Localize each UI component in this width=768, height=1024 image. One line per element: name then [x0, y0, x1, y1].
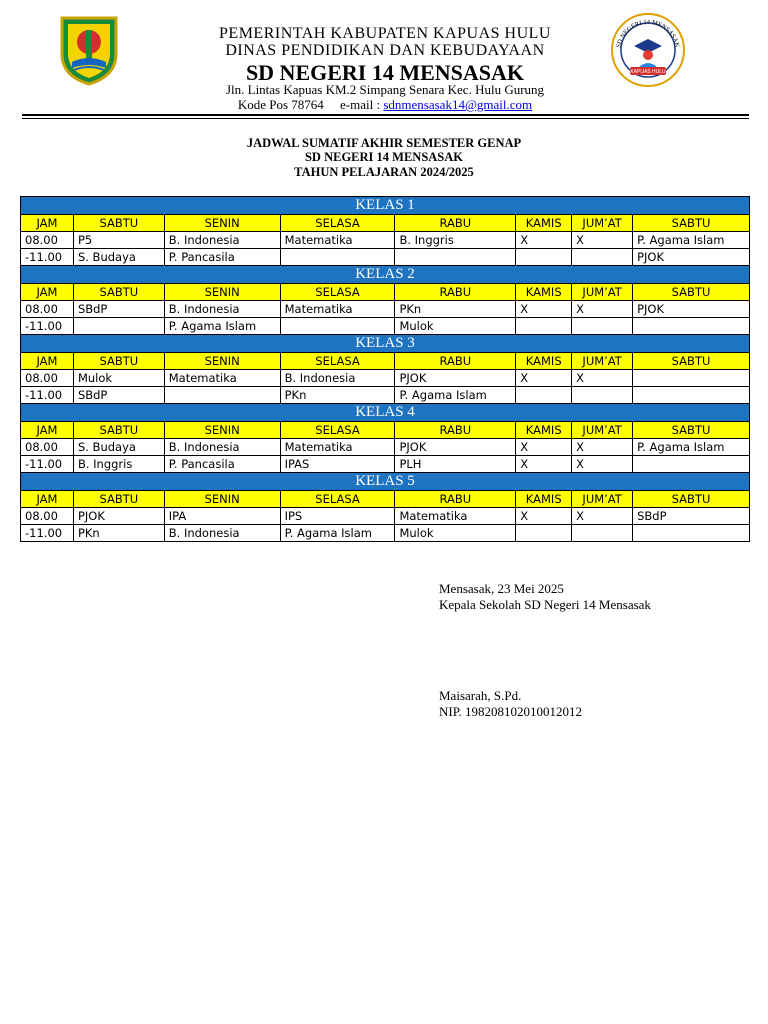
table-cell: B. Indonesia: [280, 370, 395, 387]
table-cell: B. Indonesia: [164, 301, 280, 318]
table-cell: X: [572, 439, 633, 456]
table-cell: P. Pancasila: [164, 456, 280, 473]
table-row: [21, 508, 750, 525]
table-cell: SBdP: [633, 508, 750, 525]
class-name: KELAS 5: [21, 473, 750, 491]
column-header: RABU: [395, 491, 516, 508]
table-cell: PJOK: [395, 439, 516, 456]
table-cell: P. Agama Islam: [164, 318, 280, 335]
table-cell: X: [572, 301, 633, 318]
day-header-row: [21, 353, 750, 370]
table-cell: Matematika: [395, 508, 516, 525]
table-cell: P. Agama Islam: [280, 525, 395, 542]
day-header-row: [21, 284, 750, 301]
table-cell: Matematika: [280, 439, 395, 456]
day-header-row: [21, 491, 750, 508]
column-header: SABTU: [633, 353, 750, 370]
place-date: Mensasak, 23 Mei 2025: [439, 581, 564, 596]
table-cell: [516, 387, 572, 404]
class-header-row: [21, 335, 750, 353]
class-name: KELAS 2: [21, 266, 750, 284]
column-header: JAM: [21, 491, 74, 508]
signature-header: [439, 581, 651, 613]
column-header: SABTU: [633, 284, 750, 301]
column-header: SENIN: [164, 284, 280, 301]
table-cell: B. Indonesia: [164, 439, 280, 456]
table-cell: X: [572, 456, 633, 473]
department-line: DINAS PENDIDIKAN DAN KEBUDAYAAN: [225, 42, 545, 59]
postal-email-line: [140, 97, 630, 113]
column-header: SABTU: [73, 284, 164, 301]
column-header: SELASA: [280, 284, 395, 301]
letterhead: [0, 0, 768, 130]
table-cell: X: [516, 301, 572, 318]
table-cell: PKn: [280, 387, 395, 404]
table-cell: 08.00: [21, 301, 74, 318]
table-cell: -11.00: [21, 456, 74, 473]
column-header: SELASA: [280, 491, 395, 508]
table-cell: [572, 525, 633, 542]
table-cell: [633, 387, 750, 404]
column-header: KAMIS: [516, 491, 572, 508]
column-header: RABU: [395, 284, 516, 301]
class-header-row: [21, 473, 750, 491]
table-cell: [633, 525, 750, 542]
column-header: RABU: [395, 215, 516, 232]
column-header: KAMIS: [516, 353, 572, 370]
table-cell: [633, 318, 750, 335]
table-cell: Matematika: [164, 370, 280, 387]
column-header: RABU: [395, 422, 516, 439]
table-cell: [516, 525, 572, 542]
column-header: SABTU: [633, 215, 750, 232]
regency-emblem-icon: [56, 14, 122, 86]
school-emblem-icon: [610, 12, 686, 88]
column-header: SELASA: [280, 353, 395, 370]
table-cell: P. Agama Islam: [633, 232, 750, 249]
signatory-name: Maisarah, S.Pd.: [439, 688, 522, 703]
email-link[interactable]: sdnmensasak14@gmail.com: [383, 97, 533, 112]
table-cell: X: [516, 439, 572, 456]
table-cell: [73, 318, 164, 335]
table-cell: X: [572, 232, 633, 249]
table-cell: B. Indonesia: [164, 232, 280, 249]
table-cell: Mulok: [395, 525, 516, 542]
table-cell: -11.00: [21, 318, 74, 335]
table-row: [21, 525, 750, 542]
table-cell: PJOK: [633, 301, 750, 318]
column-header: SENIN: [164, 422, 280, 439]
column-header: JAM: [21, 215, 74, 232]
table-cell: [633, 370, 750, 387]
letterhead-rule-thin: [22, 118, 749, 119]
document-subtitle-year: TAHUN PELAJARAN 2024/2025: [294, 165, 474, 179]
table-cell: B. Inggris: [73, 456, 164, 473]
class-name: KELAS 1: [21, 197, 750, 215]
table-cell: [280, 249, 395, 266]
table-row: [21, 370, 750, 387]
column-header: JAM: [21, 353, 74, 370]
column-header: KAMIS: [516, 215, 572, 232]
class-header-row: [21, 197, 750, 215]
class-header-row: [21, 266, 750, 284]
table-cell: P. Pancasila: [164, 249, 280, 266]
table-cell: -11.00: [21, 249, 74, 266]
table-cell: Mulok: [395, 318, 516, 335]
letterhead-rule-thick: [22, 114, 749, 116]
table-cell: PKn: [395, 301, 516, 318]
school-name: SD NEGERI 14 MENSASAK: [245, 60, 525, 85]
column-header: SENIN: [164, 353, 280, 370]
column-header: SENIN: [164, 491, 280, 508]
table-row: [21, 387, 750, 404]
table-cell: IPS: [280, 508, 395, 525]
table-cell: 08.00: [21, 232, 74, 249]
table-cell: P. Agama Islam: [633, 439, 750, 456]
table-cell: X: [516, 508, 572, 525]
day-header-row: [21, 215, 750, 232]
class-header-row: [21, 404, 750, 422]
document-subtitle-school: SD NEGERI 14 MENSASAK: [304, 150, 463, 164]
table-row: [21, 232, 750, 249]
table-cell: B. Inggris: [395, 232, 516, 249]
column-header: SABTU: [73, 491, 164, 508]
table-cell: S. Budaya: [73, 439, 164, 456]
table-row: [21, 301, 750, 318]
table-cell: [164, 387, 280, 404]
column-header: KAMIS: [516, 284, 572, 301]
column-header: SELASA: [280, 215, 395, 232]
day-header-row: [21, 422, 750, 439]
column-header: SELASA: [280, 422, 395, 439]
column-header: KAMIS: [516, 422, 572, 439]
table-cell: 08.00: [21, 508, 74, 525]
table-cell: X: [572, 370, 633, 387]
signature-footer: [439, 688, 582, 720]
table-cell: Matematika: [280, 301, 395, 318]
table-cell: SBdP: [73, 387, 164, 404]
table-cell: [516, 249, 572, 266]
column-header: JUM’AT: [572, 284, 633, 301]
column-header: JAM: [21, 422, 74, 439]
table-cell: X: [516, 370, 572, 387]
table-cell: X: [516, 456, 572, 473]
table-cell: -11.00: [21, 387, 74, 404]
table-cell: [516, 318, 572, 335]
column-header: JUM’AT: [572, 353, 633, 370]
table-row: [21, 456, 750, 473]
table-cell: PLH: [395, 456, 516, 473]
table-cell: 08.00: [21, 370, 74, 387]
column-header: JAM: [21, 284, 74, 301]
postal-code: Kode Pos 78764 e-mail :: [237, 97, 384, 112]
table-cell: X: [516, 232, 572, 249]
table-cell: [572, 387, 633, 404]
column-header: SABTU: [73, 422, 164, 439]
column-header: SABTU: [633, 422, 750, 439]
document-title: JADWAL SUMATIF AKHIR SEMESTER GENAP: [246, 136, 522, 150]
table-cell: [572, 249, 633, 266]
table-row: [21, 318, 750, 335]
table-cell: Mulok: [73, 370, 164, 387]
table-cell: [280, 318, 395, 335]
table-cell: Matematika: [280, 232, 395, 249]
column-header: SENIN: [164, 215, 280, 232]
column-header: SABTU: [73, 215, 164, 232]
emblem-banner-text: KAPUAS HULU: [630, 69, 666, 75]
column-header: JUM’AT: [572, 422, 633, 439]
table-cell: 08.00: [21, 439, 74, 456]
class-name: KELAS 3: [21, 335, 750, 353]
class-name: KELAS 4: [21, 404, 750, 422]
government-line: PEMERINTAH KABUPATEN KAPUAS HULU: [219, 25, 551, 42]
table-cell: X: [572, 508, 633, 525]
table-cell: PKn: [73, 525, 164, 542]
column-header: SABTU: [633, 491, 750, 508]
table-cell: -11.00: [21, 525, 74, 542]
table-cell: PJOK: [395, 370, 516, 387]
table-row: [21, 249, 750, 266]
table-cell: [572, 318, 633, 335]
exam-schedule-table: [20, 196, 750, 542]
table-cell: IPA: [164, 508, 280, 525]
table-cell: IPAS: [280, 456, 395, 473]
signatory-position: Kepala Sekolah SD Negeri 14 Mensasak: [439, 597, 651, 612]
column-header: JUM’AT: [572, 491, 633, 508]
column-header: JUM’AT: [572, 215, 633, 232]
column-header: RABU: [395, 353, 516, 370]
table-cell: [633, 456, 750, 473]
table-cell: P5: [73, 232, 164, 249]
table-cell: S. Budaya: [73, 249, 164, 266]
table-cell: SBdP: [73, 301, 164, 318]
table-row: [21, 439, 750, 456]
emblem-ring-text: SD NEGERI 14 MENSASAK: [615, 18, 681, 49]
school-address: Jln. Lintas Kapuas KM.2 Simpang Senara Kec. Hulu Gurung: [225, 82, 545, 97]
table-cell: PJOK: [633, 249, 750, 266]
table-cell: PJOK: [73, 508, 164, 525]
table-cell: P. Agama Islam: [395, 387, 516, 404]
table-cell: [395, 249, 516, 266]
column-header: SABTU: [73, 353, 164, 370]
table-cell: B. Indonesia: [164, 525, 280, 542]
signatory-nip: NIP. 198208102010012012: [439, 704, 583, 719]
